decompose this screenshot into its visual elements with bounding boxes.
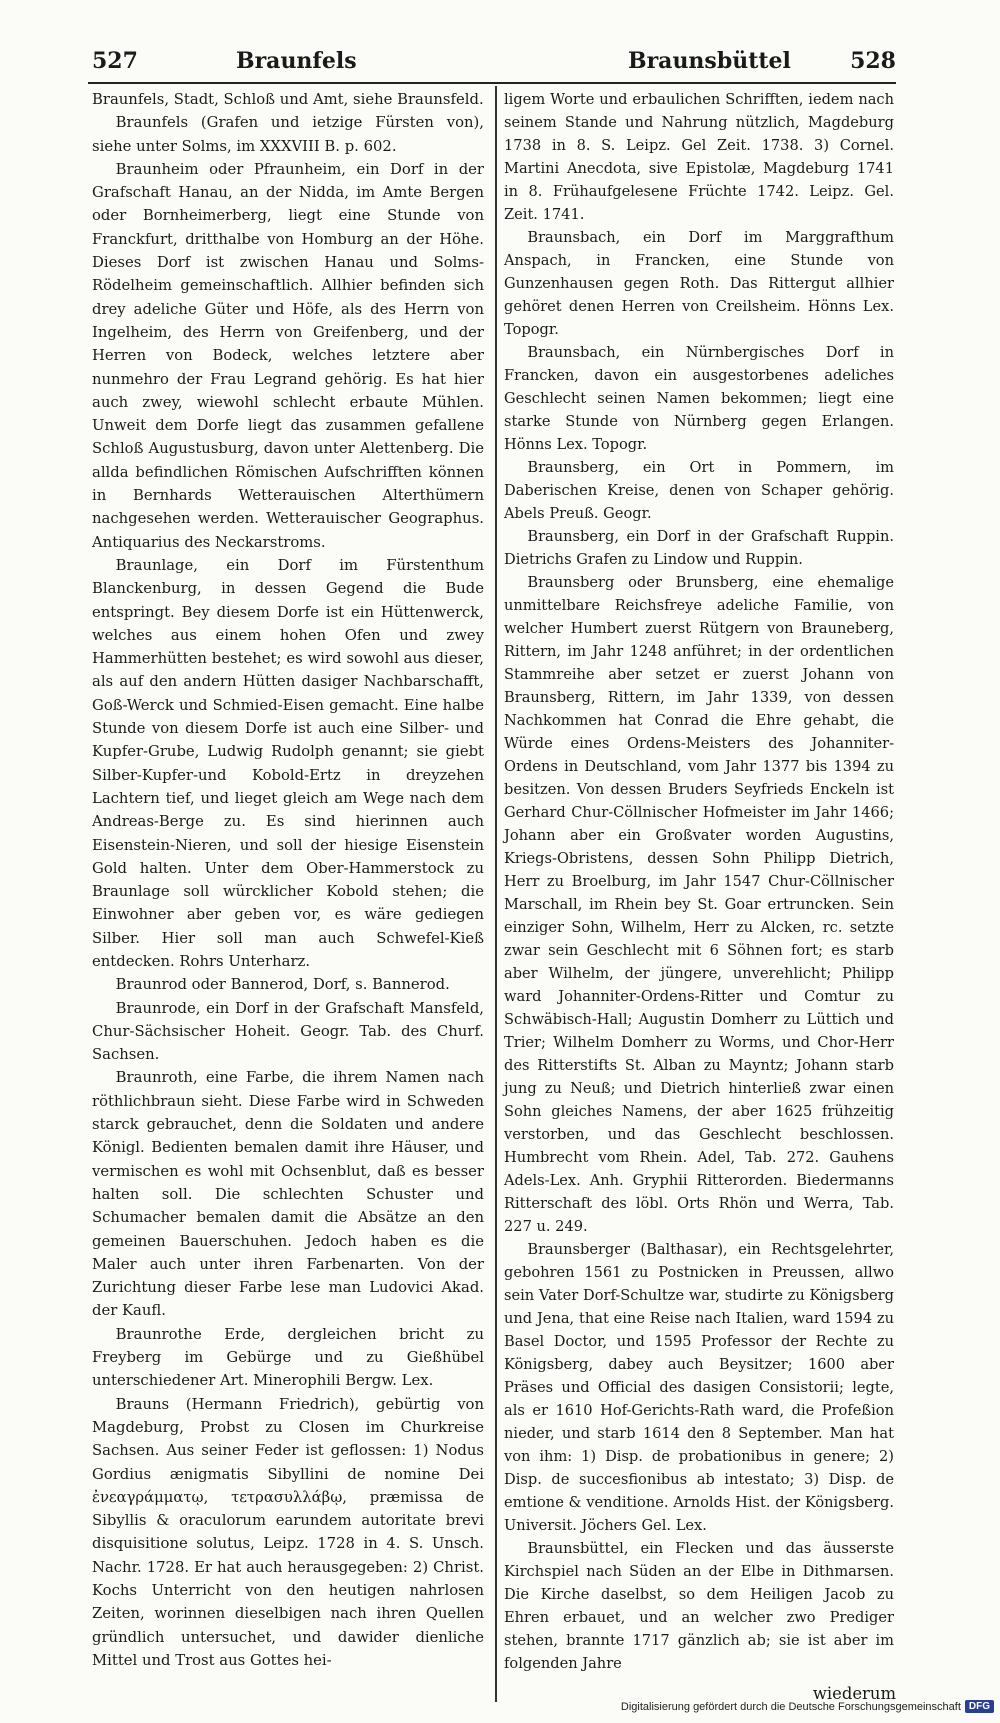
entry-braunsbuettel: Braunsbüttel, ein Flecken und das äusserste Kirchspiel nach Süden an der Elbe in Dithmarsen. Die Kirche daselbst, so dem Heiligen Jacob zu Ehren erbauet, und an welcher zwo Prediger stehen, brannte 1717 gänzlich ab; sie ist aber im folgenden Jahre <box>504 1540 894 1672</box>
entry-braunsbach-nuernberg: Braunsbach, ein Nürnbergisches Dorf in Francken, davon ein ausgestorbenes adeliches Geschlecht seinen Namen bekommen; liegt eine starke Stunde von Nürnberg gegen Erlangen. Hönns Lex. Topogr. <box>504 344 894 453</box>
column-divider <box>495 86 497 1702</box>
footer-credit: Digitalisierung gefördert durch die Deutsche Forschungsgemeinschaft <box>620 1700 961 1713</box>
entry-braunsbach-anspach: Braunsbach, ein Dorf im Marggrafthum Anspach, in Francken, eine Stunde von Gunzenhausen gegen Roth. Das Rittergut allhier gehöret denen Herren von Creilsheim. Hönns Lex. Topogr. <box>504 229 894 338</box>
entry-braunrothe-erde: Braunrothe Erde, dergleichen bricht zu Freyberg im Gebürge und zu Gießhübel unterschiedener Art. Minerophili Bergw. Lex. <box>92 1325 484 1390</box>
entry-brauns: Brauns (Hermann Friedrich), gebürtig von Magdeburg, Probst zu Closen im Churkreise Sachsen. Aus seiner Feder ist geflossen: 1) Nodus Gordius ænigmatis Sibyllini de nomine Dei ἐνεαγράμματῳ, τετρασυλλάβῳ, præmissa de Sibyllis & oraculorum earundem autoritate brevi disquisitione solutus, Leipz. 1728 in 4. S. Unsch. Nachr. 1728. Er hat auch herausgegeben: 2) Christ. Kochs Unterricht von den heutigen nahrlosen Zeiten, worinnen dieselbigen nach ihren Quellen gründlich untersuchet, und dawider dienliche Mittel und Trost aus Gottes hei- <box>92 1395 484 1669</box>
entry-braunfels-grafen: Braunfels (Grafen und ietzige Fürsten von), siehe unter Solms, im XXXVIII B. p. 602. <box>92 114 484 155</box>
running-header <box>88 42 896 80</box>
page-number-left: 527 <box>92 48 138 74</box>
left-column <box>92 88 484 1672</box>
catchword: wiederum <box>812 1684 896 1703</box>
entry-braunrod: Braunrod oder Bannerod, Dorf, s. Bannerod. <box>115 976 450 994</box>
entry-braunsberg-ruppin: Braunsberg, ein Dorf in der Grafschaft Ruppin. Dietrichs Grafen zu Lindow und Ruppin. <box>504 528 894 568</box>
entry-braunlage: Braunlage, ein Dorf im Fürstenthum Blanckenburg, in dessen Gegend die Bude entspringt. Bey diesem Dorfe ist ein Hüttenwerck, welches aus einem hohen Ofen und zwey Hammerhütten bestehet; es wird sowohl aus dieser, als auf den andern Hütten dasiger Nachbarschafft, Goß-Werck und Schmied-Eisen gemacht. Eine halbe Stunde von diesem Dorfe ist auch eine Silber- und Kupfer-Grube, Ludwig Rudolph genannt; sie giebt Silber-Kupfer-und Kobold-Ertz in dreyzehen Lachtern tief, und lieget gleich am Wege nach dem Andreas-Berge zu. Es sind hierinnen auch Eisenstein-Nieren, und soll der hiesige Eisenstein Gold halten. Unter dem Ober-Hammerstock zu Braunlage soll würcklicher Kobold stehen; die Einwohner aber geben vor, es wäre gediegen Silber. Hier soll man auch Schwefel-Kieß entdecken. Rohrs Unterharz. <box>92 556 484 970</box>
entry-brauns-continued: ligem Worte und erbaulichen Schrifften, iedem nach seinem Stande und Nahrung nützlich, Magdeburg 1738 in 8. S. Leipz. Gel Zeit. 1738. 3) Cornel. Martini Anecdota, sive Epistolæ, Magdeburg 1741 in 8. Frühaufgelesene Früchte 1742. Leipz. Gel. Zeit. 1741. <box>504 91 894 223</box>
dfg-logo-icon: DFG <box>965 1700 994 1713</box>
page-number-right: 528 <box>850 48 896 74</box>
entry-braunroth: Braunroth, eine Farbe, die ihrem Namen nach röthlichbraun sieht. Diese Farbe wird in Schweden starck gebrauchet, denn die Soldaten und andere Königl. Bedienten bemalen damit ihre Häuser, und vermischen es wohl mit Ochsenblut, daß es besser halten soll. Die schlechten Schuster und Schumacher bemalen damit die Absätze an den gemeinen Bauerschuhen. Jedoch haben es die Maler auch unter ihren Farbenarten. Von der Zurichtung dieser Farbe lese man Ludovici Akad. der Kaufl. <box>92 1069 484 1320</box>
digitization-footer <box>621 1700 994 1713</box>
entry-braunsberg-pommern: Braunsberg, ein Ort in Pommern, im Daberischen Kreise, denen von Schaper gehörig. Abels Preuß. Geogr. <box>504 459 894 522</box>
entry-braunsberg-familie: Braunsberg oder Brunsberg, eine ehemalige unmittelbare Reichsfreye adeliche Familie, von welcher Humbert zuerst Rütgern von Brauneberg, Rittern, im Jahr 1248 anführet; in der ordentlichen Stammreihe aber setzet er zuerst Johann von Braunsberg, Rittern, im Jahr 1339, von dessen Nachkommen hat Conrad die Ehre gehabt, die Würde eines Ordens-Meisters des Johanniter-Ordens in Deutschland, vom Jahr 1377 bis 1394 zu besitzen. Von dessen Bruders Seyfrieds Enckeln ist Gerhard Chur-Cöllnischer Hofmeister im Jahr 1466; Johann aber ein Großvater worden Augustins, Kriegs-Obristens, dessen Sohn Philipp Dietrich, Herr zu Broelburg, im Jahr 1547 Chur-Cöllnischer Marschall, im Rhein bey St. Goar ertruncken. Sein einziger Sohn, Wilhelm, Herr zu Alcken, rc. setzte zwar sein Geschlecht mit 6 Söhnen fort; es starb aber Wilhelm, der jüngere, unverehlicht; Philipp ward Johanniter-Ordens-Ritter und Comtur zu Schwäbisch-Hall; Augustin Domherr zu Lüttich und Trier; Wilhelm Domherr zu Worms, und Chor-Herr des Ritterstifts St. Alban zu Mayntz; Johann starb jung zu Neuß; und Dietrich hinterließ zwar einen Sohn gleiches Namens, der aber 1625 frühzeitig verstorben, und das Geschlecht beschlossen. Humbrecht vom Rhein. Adel, Tab. 272. Gauhens Adels-Lex. Anh. Gryphii Ritterorden. Biedermanns Ritterschaft des löbl. Orts Rhön und Werra, Tab. 227 u. 249. <box>504 574 894 1235</box>
running-title-right: Braunsbüttel <box>628 48 791 74</box>
entry-braunsberger: Braunsberger (Balthasar), ein Rechtsgelehrter, gebohren 1561 zu Postnicken in Preussen, allwo sein Vater Dorf-Schultze war, studirte zu Königsberg und Jena, that eine Reise nach Italien, ward 1594 zu Basel Doctor, und 1595 Professor der Rechte zu Königsberg, dabey auch Beysitzer; 1600 aber Präses und Official des dasigen Consistorii; legte, als er 1610 Hof-Gerichts-Rath ward, die Profeßion nieder, und starb 1614 den 8 September. Man hat von ihm: 1) Disp. de probationibus in genere; 2) Disp. de succesfionibus ab intestato; 3) Disp. de emtione & venditione. Arnolds Hist. der Königsberg. Universit. Jöchers Gel. Lex. <box>504 1241 894 1534</box>
running-title-left: Braunfels <box>236 48 357 74</box>
entry-braunrode: Braunrode, ein Dorf in der Grafschaft Mansfeld, Chur-Sächsischer Hoheit. Geogr. Tab. des Churf. Sachsen. <box>92 999 484 1064</box>
header-rule <box>88 82 896 84</box>
entry-braunfels-stadt: Braunfels, Stadt, Schloß und Amt, siehe Braunsfeld. <box>92 91 484 108</box>
entry-braunheim: Braunheim oder Pfraunheim, ein Dorf in der Grafschaft Hanau, an der Nidda, im Amte Bergen oder Bornheimerberg, liegt eine Stunde von Franckfurt, dritthalbe von Homburg an der Höhe. Dieses Dorf ist zwischen Hanau und Solms-Rödelheim gemeinschaftlich. Allhier befinden sich drey adeliche Güter und Höfe, als des Herrn von Ingelheim, des Herrn von Greifenberg, und der Herren von Bodeck, welches letztere aber nunmehro der Frau Legrand gehörig. Es hat hier auch zwey, wiewohl schlecht erbaute Mühlen. Unweit dem Dorfe liegt das zusammen gefallene Schloß Augustusburg, davon unter Alettenberg. Die allda befindlichen Römischen Aufschrifften können in Bernhards Wetterauischen Alterthümern nachgesehen werden. Wetterauischer Geographus. Antiquarius des Neckarstroms. <box>92 160 484 551</box>
right-column <box>504 88 894 1675</box>
